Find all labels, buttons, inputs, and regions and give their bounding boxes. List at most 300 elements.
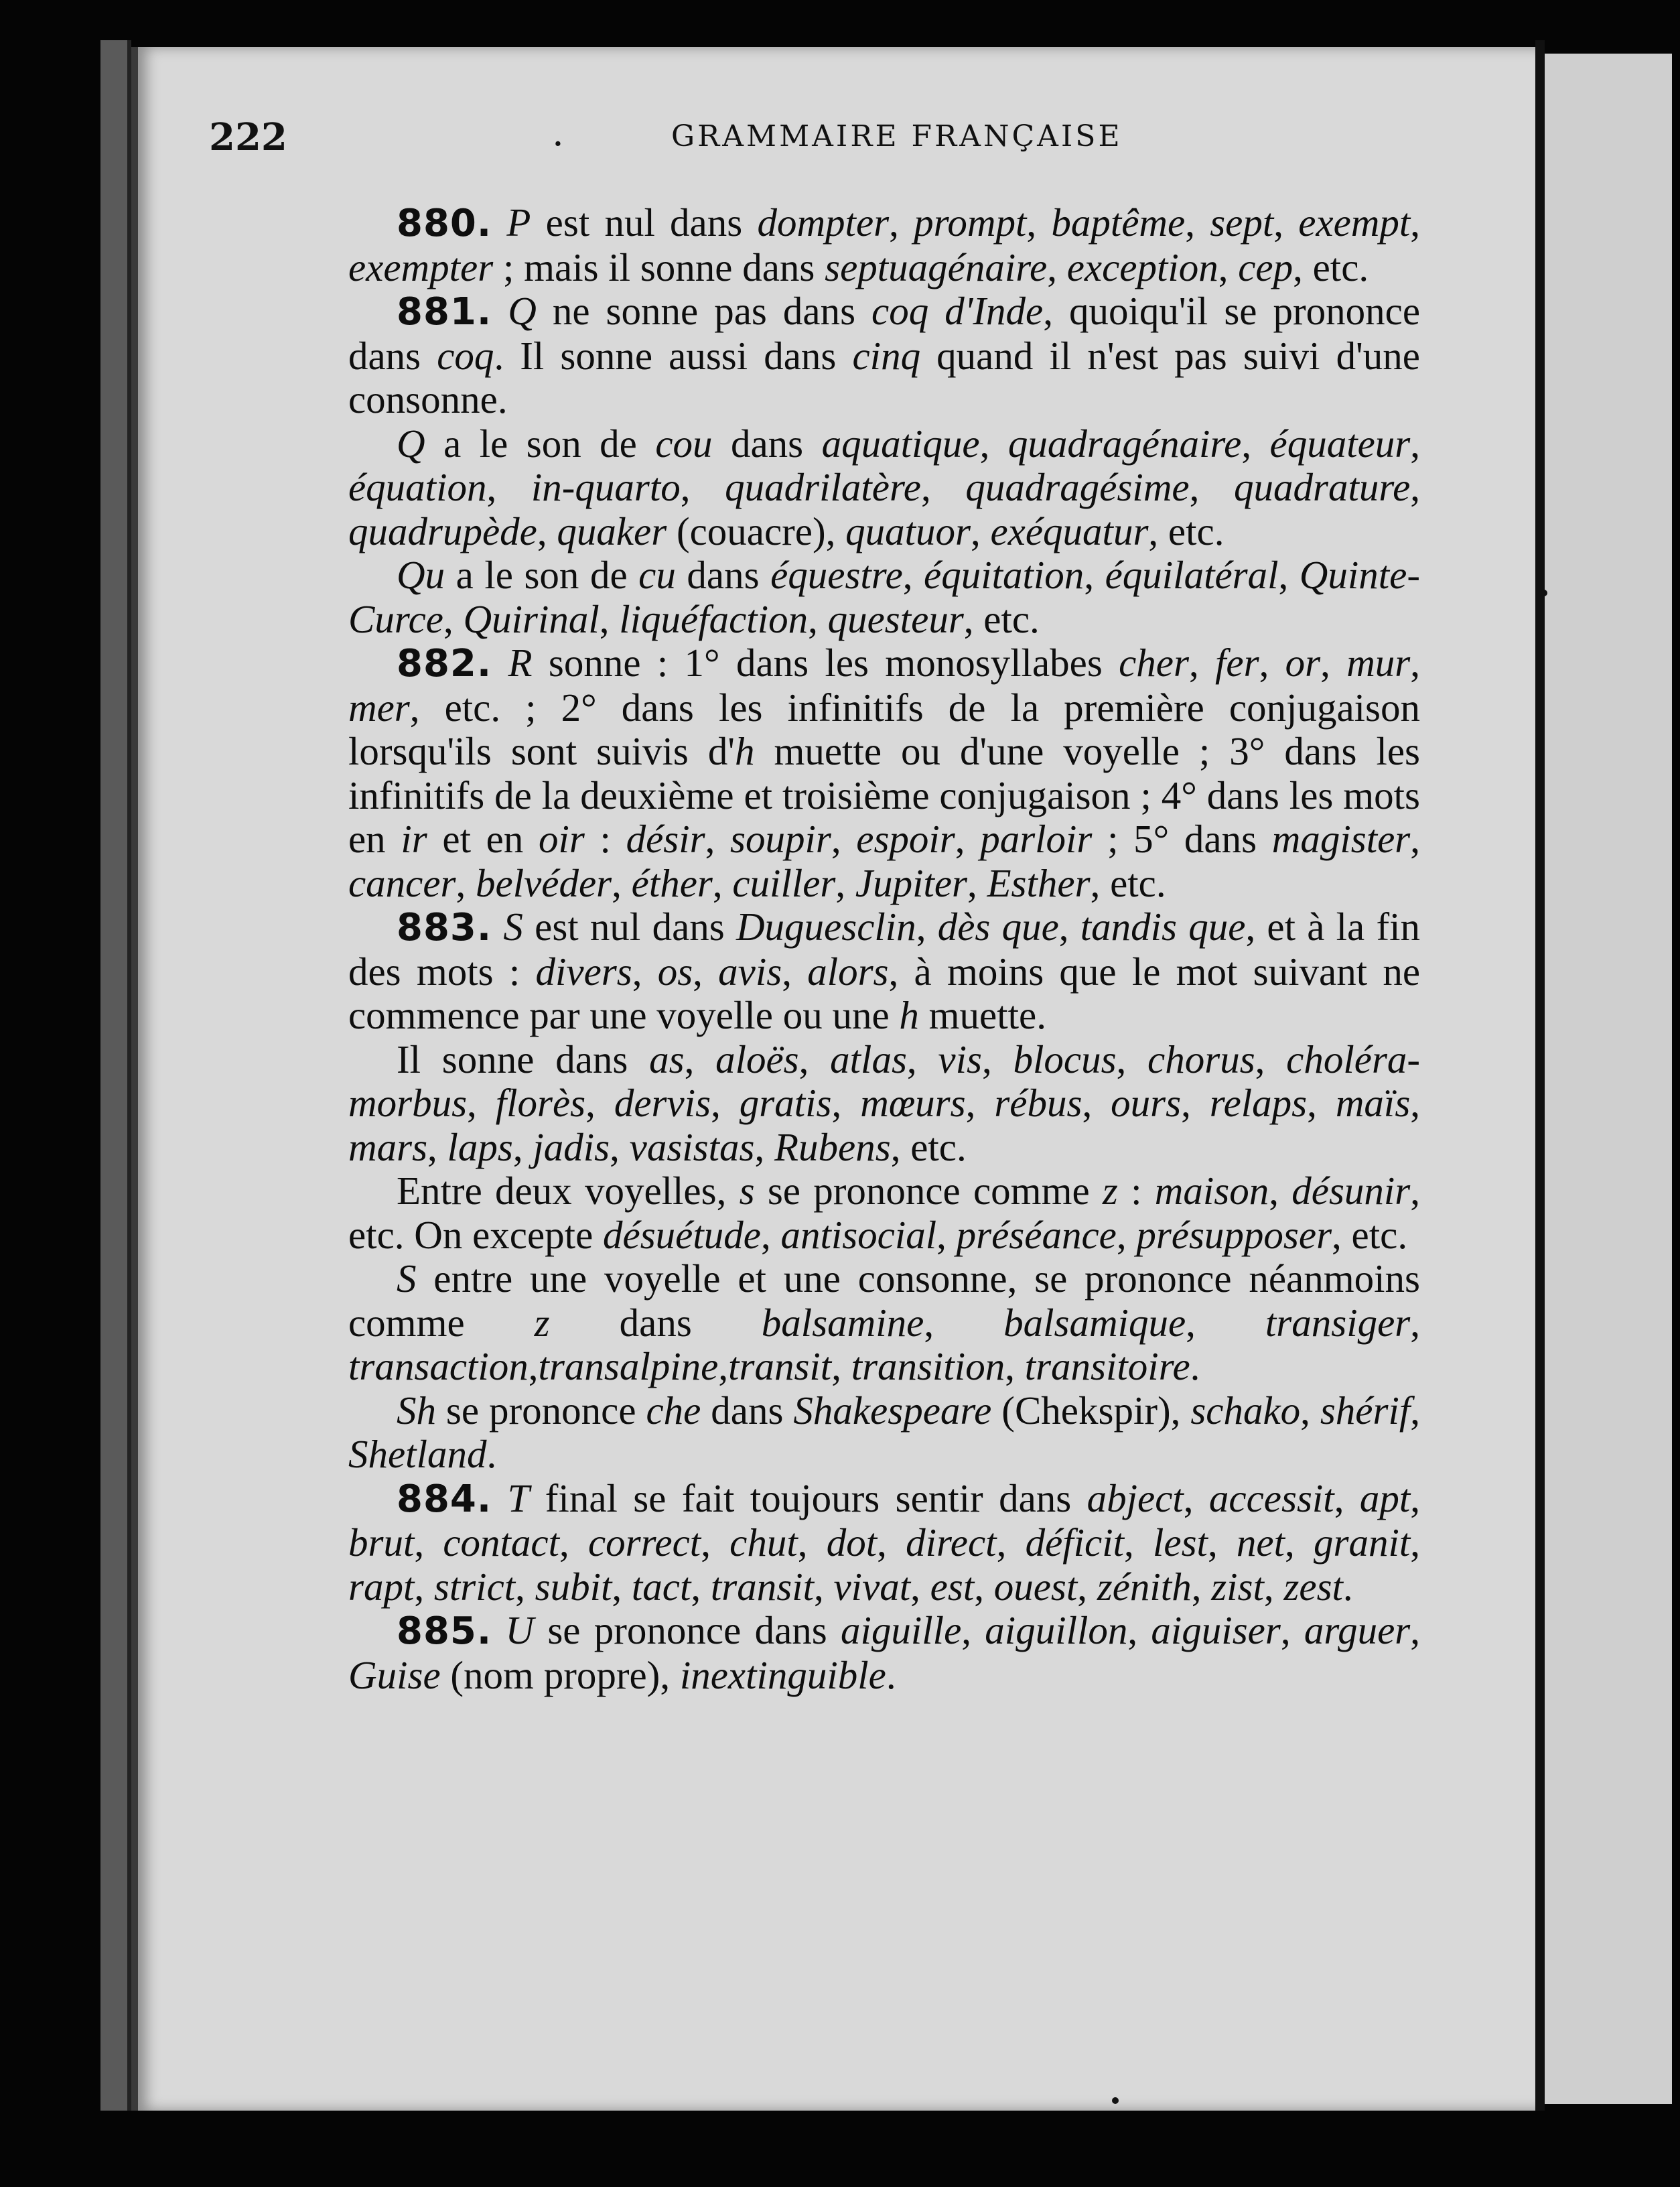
text-run: dans <box>675 553 771 597</box>
italic-term: quadrupède <box>348 509 537 553</box>
italic-term: lest <box>1153 1520 1208 1565</box>
italic-term: Qu <box>397 553 445 597</box>
italic-term: oir <box>539 817 585 861</box>
paragraph <box>348 553 1420 641</box>
italic-term: or <box>1285 641 1321 685</box>
text-run: , <box>831 817 857 861</box>
numbered-paragraph <box>348 905 1420 1038</box>
paragraph-number: 884. <box>397 1477 492 1521</box>
italic-term: choléra-morbus <box>348 1037 1421 1125</box>
text-run: , <box>467 1081 496 1125</box>
text-run: , <box>955 817 981 861</box>
text-run: , <box>515 1564 535 1609</box>
running-head <box>209 111 1415 162</box>
text-run: , <box>814 1564 834 1609</box>
text-run: (Chekspir), <box>991 1388 1191 1433</box>
text-run: , <box>1410 1388 1420 1433</box>
text-run: , <box>1188 641 1216 685</box>
text-run: , <box>718 1344 729 1388</box>
text-run: , <box>877 1520 906 1565</box>
text-run: et en <box>427 817 539 861</box>
italic-term: aiguille <box>841 1608 962 1652</box>
paragraph <box>348 1038 1420 1170</box>
italic-term: transalpine <box>538 1344 719 1388</box>
text-run: , <box>693 949 719 994</box>
text-run: . <box>886 1652 896 1697</box>
text-run: , <box>1116 1037 1148 1081</box>
text-run: se prononce dans <box>534 1608 841 1652</box>
italic-term: cinq <box>852 333 921 378</box>
italic-term: cuiller <box>732 860 836 905</box>
italic-term: dot <box>826 1520 878 1565</box>
text-run: , <box>1124 1520 1153 1565</box>
italic-term: ouest <box>993 1564 1078 1609</box>
text-run: , <box>1269 1169 1292 1213</box>
text-run: ; mais il sonne dans <box>493 245 825 289</box>
text-run: , <box>760 1212 781 1257</box>
text-run: Il sonne dans <box>397 1037 650 1081</box>
page-number: 222 <box>209 115 287 159</box>
italic-term: antisocial <box>780 1212 937 1257</box>
italic-term: aiguillon <box>985 1608 1128 1652</box>
text-run: , etc. <box>1293 245 1369 289</box>
text-run: , <box>1185 200 1210 245</box>
italic-term: shérif <box>1320 1388 1411 1433</box>
text-run <box>492 1608 505 1652</box>
text-run: , <box>1410 200 1421 245</box>
italic-term: zénith <box>1097 1564 1192 1609</box>
text-run: , <box>1241 421 1270 466</box>
italic-term: sept <box>1210 200 1274 245</box>
bottom-speck <box>1112 2097 1119 2104</box>
text-run: , <box>1410 1081 1421 1125</box>
numbered-paragraph <box>348 1609 1420 1697</box>
text-run: , <box>712 860 733 905</box>
italic-term: Rubens <box>774 1124 891 1169</box>
text-run: se prononce comme <box>754 1169 1103 1213</box>
text-run: , <box>1300 1388 1320 1433</box>
text-run: , <box>798 1037 831 1081</box>
text-run: , etc. <box>890 1124 967 1169</box>
italic-term: équateur <box>1269 421 1411 466</box>
text-run: , <box>920 465 966 509</box>
text-run: , <box>680 465 725 509</box>
text-run: , <box>612 1564 632 1609</box>
text-run: , <box>936 1212 957 1257</box>
text-run: , <box>705 817 731 861</box>
text-run: , <box>512 1124 533 1169</box>
text-run: , <box>711 1081 740 1125</box>
text-run: , <box>1410 465 1421 509</box>
italic-term: équestre <box>770 553 903 597</box>
text-run: , <box>1285 1520 1314 1565</box>
italic-term: quadrilatère <box>725 465 921 509</box>
text-run: , <box>971 509 991 553</box>
text-run: , <box>1280 1608 1304 1652</box>
text-run: , <box>906 1037 938 1081</box>
paragraph <box>348 1169 1420 1257</box>
italic-term: chut <box>729 1520 798 1565</box>
italic-term: dervis <box>614 1081 711 1125</box>
text-run: ne sonne pas dans <box>536 289 872 333</box>
italic-term: éther <box>631 860 713 905</box>
text-run: , etc. <box>963 596 1040 641</box>
italic-term: maïs <box>1335 1081 1411 1125</box>
text-run: , <box>965 1081 995 1125</box>
text-run: , <box>1189 465 1234 509</box>
running-title: GRAMMAIRE FRANÇAISE <box>671 119 1123 153</box>
italic-term: cancer <box>348 860 456 905</box>
text-run: , à moins que le mot suivant ne commence par une voyelle ou une <box>348 949 1421 1037</box>
text-run: a le son de <box>445 553 639 597</box>
italic-term: coq d'Inde <box>871 289 1044 333</box>
italic-term: exempt <box>1298 200 1411 245</box>
text-run: , <box>1191 1564 1212 1609</box>
text-run: ; 5° dans <box>1092 817 1272 861</box>
italic-term: s <box>739 1169 755 1213</box>
italic-term: exéquatur <box>990 509 1149 553</box>
italic-term: balsamine <box>761 1300 924 1345</box>
text-run: , <box>1410 1608 1421 1652</box>
italic-term: exempter <box>348 245 494 289</box>
text-run: , <box>691 1564 711 1609</box>
italic-term: cep <box>1238 245 1293 289</box>
italic-term: belvéder <box>476 860 612 905</box>
text-run: (nom propre), <box>440 1652 680 1697</box>
italic-term: S <box>397 1256 417 1301</box>
italic-term: inextinguible <box>679 1652 886 1697</box>
text-run: , <box>1410 1475 1420 1520</box>
italic-term: abject <box>1087 1475 1184 1520</box>
text-run: , <box>684 1037 716 1081</box>
italic-term: z <box>1102 1169 1118 1213</box>
italic-term: est <box>930 1564 975 1609</box>
text-run: , <box>910 1564 930 1609</box>
italic-term: chorus <box>1147 1037 1255 1081</box>
italic-term: alors <box>807 949 889 994</box>
italic-term: aloës <box>715 1037 799 1081</box>
text-run: , <box>610 1124 630 1169</box>
italic-term: équation <box>348 465 487 509</box>
text-run: dans <box>712 421 822 466</box>
text-run: , <box>1255 1037 1287 1081</box>
italic-term: quadragénaire <box>1007 421 1242 466</box>
text-run <box>492 1476 507 1520</box>
adjacent-page <box>1545 54 1672 2104</box>
italic-term: cu <box>638 553 676 597</box>
italic-term: désuétude <box>603 1212 761 1257</box>
italic-term: magister <box>1271 817 1411 861</box>
text-run: , <box>1047 245 1067 289</box>
book-gutter <box>100 40 131 2111</box>
italic-term: atlas <box>830 1037 907 1081</box>
body-text <box>348 201 1420 1697</box>
text-run: , <box>754 1124 774 1169</box>
italic-term: quadrature <box>1233 465 1411 509</box>
italic-term: coq <box>437 333 494 378</box>
text-run: (couacre), <box>667 509 846 553</box>
italic-term: fer <box>1215 641 1259 685</box>
numbered-paragraph <box>348 289 1420 422</box>
italic-term: tandis que <box>1080 905 1246 949</box>
italic-term: Esther <box>987 860 1091 905</box>
italic-term: quaker <box>557 509 667 553</box>
italic-term: laps <box>447 1124 513 1169</box>
text-run: , <box>782 949 808 994</box>
text-run: , etc. <box>1332 1212 1408 1257</box>
italic-term: correct <box>588 1520 701 1565</box>
italic-term: désir <box>626 817 705 861</box>
italic-term: Guise <box>348 1652 441 1697</box>
italic-term: che <box>646 1388 701 1433</box>
italic-term: os <box>657 949 693 994</box>
italic-term: florès <box>495 1081 586 1125</box>
italic-term: liquéfaction <box>619 596 809 641</box>
text-run: , <box>1410 641 1421 685</box>
italic-term: équitation <box>924 553 1084 597</box>
italic-term: mars <box>348 1124 428 1169</box>
text-run: , <box>996 1520 1026 1565</box>
text-run: , <box>1410 1300 1420 1345</box>
text-run: , <box>835 860 855 905</box>
italic-term: strict <box>433 1564 516 1609</box>
paragraph-number: 883. <box>397 906 492 949</box>
italic-term: T <box>507 1475 530 1520</box>
text-run: , <box>1077 1564 1097 1609</box>
italic-term: relaps <box>1209 1081 1308 1125</box>
text-run: entre une voyelle et une consonne, se prononce néanmoins comme <box>348 1256 1420 1345</box>
text-run: est nul dans <box>522 905 736 949</box>
italic-term: désunir <box>1291 1169 1411 1213</box>
text-run: , <box>559 1520 588 1565</box>
italic-term: balsamique <box>1003 1300 1186 1345</box>
italic-term: Q <box>397 421 425 466</box>
italic-term: transit <box>728 1344 832 1388</box>
text-run: , <box>1183 1475 1209 1520</box>
italic-term: septuagénaire <box>825 245 1048 289</box>
italic-term: équilatéral <box>1105 553 1279 597</box>
italic-term: cou <box>655 421 713 466</box>
text-run <box>492 641 508 685</box>
text-run: , <box>612 860 632 905</box>
italic-term: dès que <box>937 905 1059 949</box>
italic-term: z <box>534 1300 550 1345</box>
italic-term: mœurs <box>860 1081 966 1125</box>
italic-term: granit <box>1314 1520 1411 1565</box>
text-run: , <box>414 1520 443 1565</box>
text-run: , etc. ; 2° dans les infinitifs de la première conjugaison lorsqu'ils sont suivis d' <box>348 685 1420 773</box>
paragraph <box>348 422 1420 554</box>
italic-term: zist <box>1211 1564 1264 1609</box>
italic-term: direct <box>906 1520 997 1565</box>
text-run: . <box>1190 1344 1200 1388</box>
numbered-paragraph <box>348 201 1420 289</box>
text-run: , <box>486 465 531 509</box>
text-run: , <box>427 1124 447 1169</box>
text-run: , <box>599 596 620 641</box>
italic-term: Duguesclin <box>736 905 916 949</box>
italic-term: soupir <box>730 817 831 861</box>
text-run: , <box>902 553 924 597</box>
text-run: : <box>584 817 626 861</box>
text-run: . <box>1342 1564 1353 1609</box>
text-run: muette. <box>918 993 1046 1037</box>
text-run: dans <box>549 1300 762 1345</box>
text-run: , <box>1320 641 1347 685</box>
italic-term: vasistas <box>629 1124 755 1169</box>
paragraph-number: 881. <box>397 290 492 334</box>
italic-term: parloir <box>980 817 1093 861</box>
italic-term: quadragésime <box>965 465 1190 509</box>
italic-term: Sh <box>397 1388 436 1433</box>
italic-term: divers <box>535 949 632 994</box>
text-run: , <box>1207 1520 1237 1565</box>
text-run: , <box>1278 553 1300 597</box>
paragraph <box>348 1389 1420 1477</box>
italic-term: h <box>899 993 919 1037</box>
text-run: , <box>456 860 476 905</box>
text-run: . Il sonne aussi dans <box>494 333 853 378</box>
text-run: , <box>1005 1344 1025 1388</box>
text-run: , <box>797 1520 827 1565</box>
italic-term: blocus <box>1013 1037 1117 1081</box>
italic-term: transitoire <box>1024 1344 1190 1388</box>
italic-term: dompter <box>757 200 890 245</box>
text-run: , <box>632 949 658 994</box>
italic-term: arguer <box>1304 1608 1411 1652</box>
italic-term: apt <box>1359 1475 1411 1520</box>
italic-term: rapt <box>348 1564 415 1609</box>
text-run: dans <box>701 1388 794 1433</box>
text-run: est nul dans <box>531 200 758 245</box>
italic-term: vivat <box>833 1564 911 1609</box>
italic-term: jadis <box>533 1124 610 1169</box>
italic-term: subit <box>535 1564 612 1609</box>
italic-term: Quinte-Curce <box>348 553 1421 641</box>
italic-term: R <box>508 641 533 685</box>
text-run: , <box>1218 245 1239 289</box>
text-run: , <box>924 1300 1004 1345</box>
italic-term: avis <box>718 949 782 994</box>
italic-term: tact <box>631 1564 691 1609</box>
text-run: , et à la fin des mots : <box>348 905 1421 994</box>
margin-speck <box>1541 590 1547 596</box>
italic-term: transaction <box>348 1344 529 1388</box>
text-run: , <box>916 905 938 949</box>
paragraph-number: 882. <box>397 642 492 685</box>
italic-term: S <box>503 905 523 949</box>
numbered-paragraph <box>348 1477 1420 1609</box>
italic-term: vis <box>938 1037 982 1081</box>
italic-term: questeur <box>827 596 964 641</box>
paragraph-number: 885. <box>397 1609 492 1653</box>
italic-term: aquatique <box>821 421 980 466</box>
italic-term: exception <box>1066 245 1218 289</box>
italic-term: aiguiser <box>1151 1608 1281 1652</box>
text-run: a le son de <box>425 421 656 466</box>
italic-term: ir <box>401 817 427 861</box>
text-run: , <box>537 509 557 553</box>
text-run: , <box>1410 1520 1420 1565</box>
text-run: final se fait toujours sentir dans <box>529 1475 1087 1520</box>
italic-term: zest <box>1283 1564 1343 1609</box>
italic-term: cher <box>1119 641 1189 685</box>
italic-term: mur <box>1346 641 1411 685</box>
italic-term: as <box>649 1037 685 1081</box>
text-run: quand il n'est pas suivi d'une consonne. <box>348 333 1420 421</box>
text-run: , <box>981 1037 1013 1081</box>
italic-term: transiger <box>1265 1300 1411 1345</box>
text-run: . <box>486 1432 497 1476</box>
text-run: Entre deux voyelles, <box>397 1169 740 1213</box>
text-run: , <box>1273 200 1299 245</box>
italic-term: Jupiter <box>855 860 968 905</box>
italic-term: Shakespeare <box>793 1388 992 1433</box>
italic-term: maison <box>1154 1169 1269 1213</box>
text-run: , <box>701 1520 730 1565</box>
text-run: , <box>974 1564 994 1609</box>
italic-term: déficit <box>1025 1520 1125 1565</box>
text-run: , etc. On excepte <box>348 1169 1421 1257</box>
italic-term: Quirinal <box>463 596 600 641</box>
text-run: sonne : 1° dans les monosyllabes <box>532 641 1119 685</box>
text-run: , <box>1186 1300 1265 1345</box>
italic-term: baptême <box>1051 200 1186 245</box>
italic-term: quatuor <box>845 509 971 553</box>
text-run: se prononce <box>436 1388 646 1433</box>
text-run: : <box>1117 1169 1155 1213</box>
text-run: , etc. <box>1090 860 1166 905</box>
text-run: , <box>1116 1212 1137 1257</box>
italic-term: h <box>735 729 755 773</box>
text-run <box>492 905 503 949</box>
italic-term: contact <box>443 1520 560 1565</box>
italic-term: présupposer <box>1136 1212 1332 1257</box>
italic-term: Q <box>508 289 537 333</box>
italic-term: préséance <box>956 1212 1117 1257</box>
text-run: , <box>967 860 987 905</box>
italic-term: accessit <box>1208 1475 1334 1520</box>
text-run: , etc. <box>1148 509 1224 553</box>
paragraph-number: 880. <box>397 202 492 245</box>
italic-term: prompt <box>914 200 1027 245</box>
text-run: , <box>1058 905 1080 949</box>
text-run: , <box>1410 817 1420 861</box>
text-run: , <box>961 1608 985 1652</box>
text-run <box>492 200 506 245</box>
text-run: , <box>979 421 1008 466</box>
text-run: , <box>831 1081 861 1125</box>
italic-term: Shetland <box>348 1432 487 1476</box>
italic-term: ours <box>1111 1081 1182 1125</box>
italic-term: net <box>1236 1520 1285 1565</box>
text-run: , <box>414 1564 434 1609</box>
page-edge <box>1535 40 1545 2111</box>
italic-term: gratis <box>739 1081 832 1125</box>
paragraph <box>348 1257 1420 1389</box>
text-run: , quoiqu'il se prononce dans <box>348 289 1421 378</box>
italic-term: P <box>506 200 531 245</box>
text-run: , <box>585 1081 614 1125</box>
text-run: , <box>1127 1608 1151 1652</box>
italic-term: schako <box>1190 1388 1301 1433</box>
text-run: , <box>1307 1081 1336 1125</box>
text-run: , <box>831 1344 851 1388</box>
text-run: , <box>1084 553 1105 597</box>
italic-term: in-quarto <box>531 465 681 509</box>
italic-term: mer <box>348 685 410 730</box>
text-run: , <box>1334 1475 1360 1520</box>
